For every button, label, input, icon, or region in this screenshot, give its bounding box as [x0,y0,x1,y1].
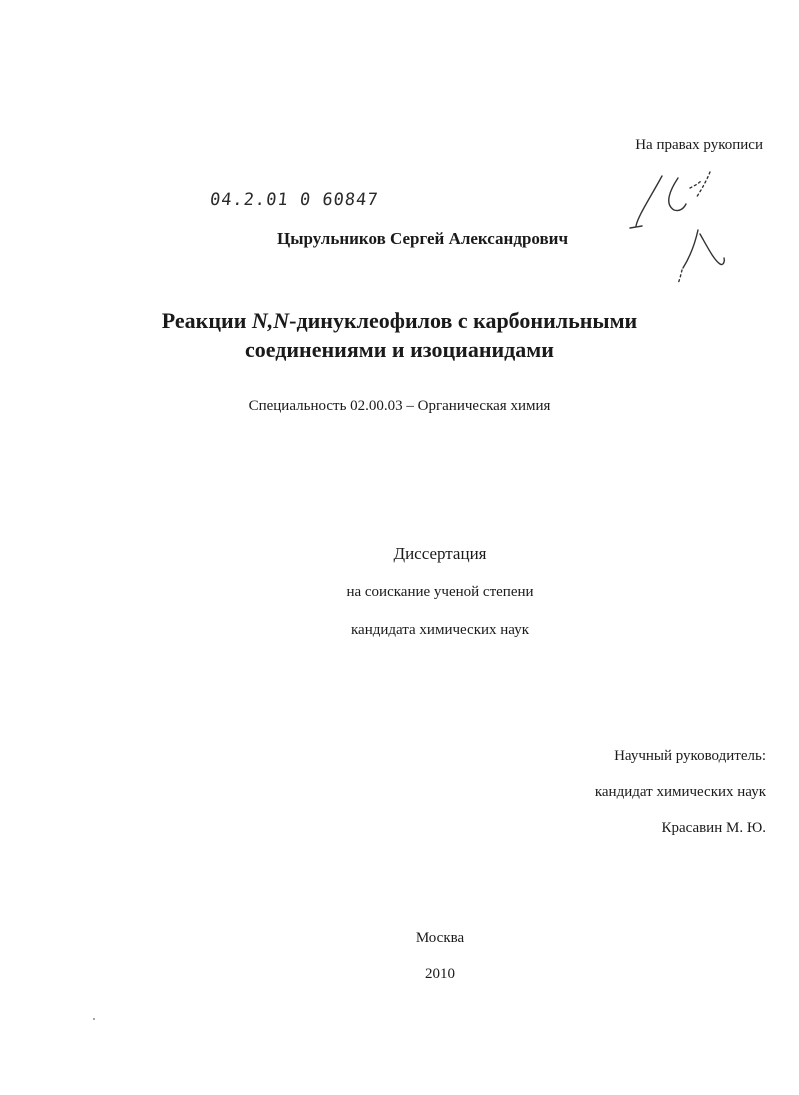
author-name: Цырульников Сергей Александрович [277,229,569,248]
supervisor-degree: кандидат химических наук [594,784,766,800]
title-line-1 [0,306,799,335]
scan-speck [93,1018,95,1020]
supervisor-label: Научный руководитель: [614,748,766,764]
dissertation-title [0,306,799,364]
degree-line-2: кандидата химических наук [350,622,529,638]
archive-stamp-number: 04.2.01 0 60847 [208,190,380,210]
title-line1-rest: -динуклеофилов с карбонильными [289,308,638,333]
specialty-line: Специальность 02.00.03 – Органическая химия [248,398,551,414]
title-line-2: соединениями и изоцианидами [245,337,554,362]
document-type: Диссертация [393,544,487,563]
manuscript-note: На правах рукописи [635,137,763,153]
degree-line-1: на соискание ученой степени [346,584,534,600]
title-prefix: Реакции [161,308,252,333]
signature-icon [628,168,738,293]
year: 2010 [425,966,455,982]
title-italic-nn: N,N [251,308,290,333]
city: Москва [415,930,465,946]
supervisor-name: Красавин М. Ю. [661,820,766,836]
